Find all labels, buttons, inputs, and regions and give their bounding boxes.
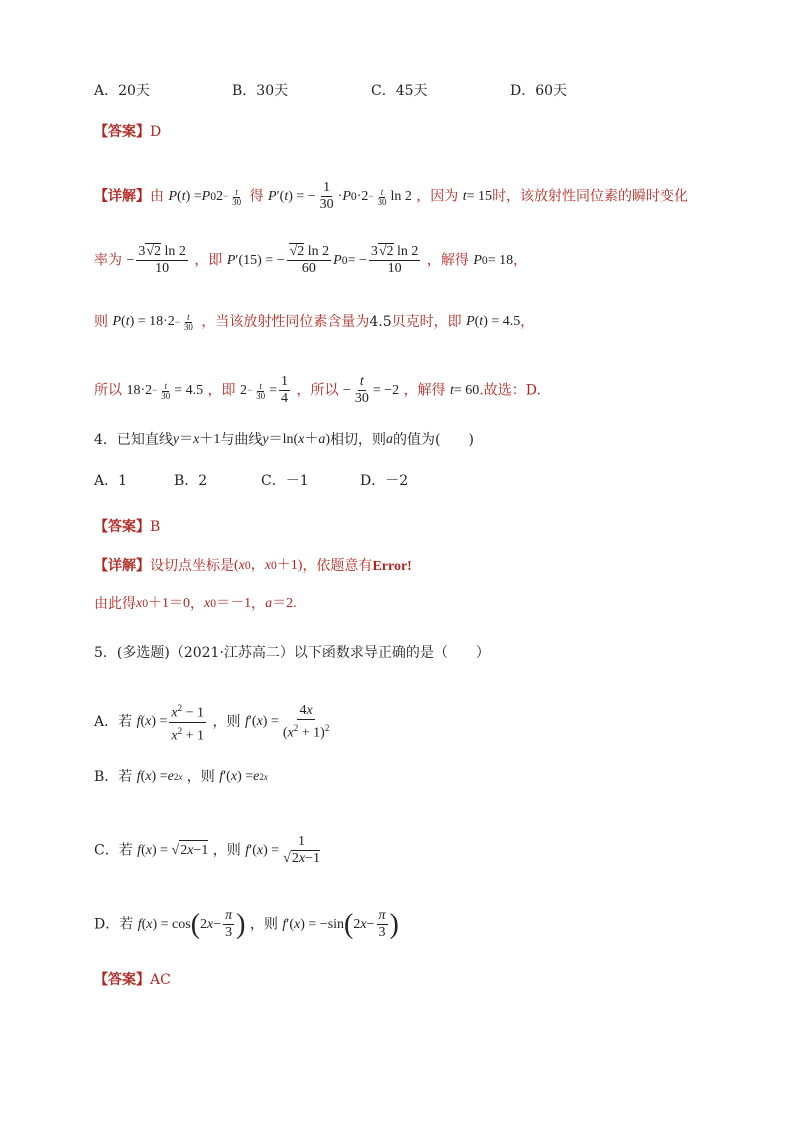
q4-detail-line-2: 由此得 x 0 ＋1＝0， x 0 ＝－1， a ＝2. xyxy=(94,596,297,612)
formula-p-t-45: P ( t ) = 4.5 xyxy=(466,314,521,330)
q5-option-d: D．若 f ( x ) = cos ( 2 x − $\frac{\pi}{3}$ ) ，则 f ′( x ) = −sin ( 2 x − $\frac{\pi}{3}$ ) xyxy=(94,908,399,940)
q3-option-b: B．30天 xyxy=(232,83,289,99)
q4-option-c: C．－1 xyxy=(261,473,309,489)
formula-p-of-t: P ( t ) = P 0 2 − $\frac{t}{30}$ xyxy=(168,186,242,207)
q3-answer: 【答案】D xyxy=(94,124,162,140)
q5-answer: 【答案】AC xyxy=(94,972,171,988)
var-a: a xyxy=(386,432,394,447)
formula-c-f: f ( x ) = √ 2x−1 xyxy=(137,840,208,861)
formula-eq-quarter: 2 − $\frac{t}{30}$ = $\frac{1}{4}$ xyxy=(240,374,288,406)
formula-line-y: y ＝ x ＋1 xyxy=(172,432,221,447)
formula-p0-18: P 0 = 18 xyxy=(473,252,514,268)
q4-detail-line-1: 【详解】设切点坐标是( x 0 ， x 0 ＋1)，依题意有Error! xyxy=(94,558,412,574)
q4-option-d: D．－2 xyxy=(360,473,409,489)
formula-c-fprime: f ′( x ) = $\frac{1}{√2x-1}$ xyxy=(245,834,320,866)
formula-b-f: f ( x ) = e 2x xyxy=(136,769,183,784)
q3-detail-line-2: 率为 − $\frac{3√2 \ln 2}{10}$ ，即 P ′(15) = − $\frac{√2 \ln 2}{60}$ P 0 = − $\frac{3√2 \ln 2}{10}$ ，解得 P 0 = 18， xyxy=(94,244,528,276)
formula-x0-plus1: x 0 ＋1＝0 xyxy=(136,596,191,611)
q5-option-b: B．若 f ( x ) = e 2x ，则 f ′( x ) = e 2x xyxy=(94,769,268,785)
formula-a-2: a ＝2. xyxy=(265,596,297,611)
formula-x0-minus1: x 0 ＝－1 xyxy=(204,596,252,611)
q4-stem: 4．已知直线 y ＝ x ＋1与曲线 y ＝ln( x ＋ a )相切，则a的值为( ) xyxy=(94,432,474,448)
formula-p-t-18: P ( t ) = 18·2 − $\frac{t}{30}$ xyxy=(112,312,193,333)
formula-a-f: f ( x ) = $\frac{x^2 - 1}{x^2 + 1}$ xyxy=(137,700,208,744)
formula-t-60: t = 60 xyxy=(450,382,480,398)
formula-d-fprime: f ′( x ) = −sin ( 2 x − $\frac{\pi}{3}$ ) xyxy=(282,908,399,940)
q5-option-a: A．若 f ( x ) = $\frac{x^2 - 1}{x^2 + 1}$ ，则 f ′( x ) = $\frac{4x}{(x^2 + 1)^2}$ xyxy=(94,700,333,744)
q3-detail-line-3: 则 P ( t ) = 18·2 − $\frac{t}{30}$ ，当该放射性同位素含量为4.5贝克时，即 P ( t ) = 4.5， xyxy=(94,312,535,333)
formula-p-prime-15: P ′(15) = − $\frac{√2 \ln 2}{60}$ P 0 = − $\frac{3√2 \ln 2}{10}$ xyxy=(226,244,419,276)
formula-tangent-point: ( x 0 ， x 0 ＋1) xyxy=(234,558,303,573)
formula-d-f: f ( x ) = cos ( 2 x − $\frac{\pi}{3}$ ) xyxy=(137,908,246,940)
q4-option-b: B．2 xyxy=(174,473,208,489)
q5-option-c: C．若 f ( x ) = √ 2x−1 ，则 f ′( x ) = $\frac{1}{√2x-1}$ xyxy=(94,834,324,867)
q4-answer: 【答案】B xyxy=(94,519,161,535)
q4-option-a: A．1 xyxy=(94,473,128,489)
q3-detail-line-1: 【详解】由 P ( t ) = P 0 2 − $\frac{t}{30}$ 得 P ′( t ) = − $\frac{1}{30}$ · P 0 ·2 − $\frac{t}{30}$ ln 2 ，因为 t = 15时，该放射性同位素的瞬时变化 xyxy=(94,180,689,212)
q3-detail-line-4: 所以 18·2 − $\frac{t}{30}$ = 4.5 ，即 2 − $\frac{t}{30}$ = $\frac{1}{4}$ ，所以 − $\frac{t}{30}$ = −2 ，解得 t = 60.故选：D. xyxy=(94,374,541,406)
formula-rate: − $\frac{3√2 \ln 2}{10}$ xyxy=(126,244,186,276)
q3-option-c: C．45天 xyxy=(371,83,428,99)
formula-eq-minus2: − $\frac{t}{30}$ = −2 xyxy=(342,374,400,406)
formula-p-prime-of-t: P ′( t ) = − $\frac{1}{30}$ · P 0 ·2 − $\frac{t}{30}$ ln 2 xyxy=(268,180,412,212)
formula-eq-45: 18·2 − $\frac{t}{30}$ = 4.5 xyxy=(126,380,204,401)
formula-a-fprime: f ′( x ) = $\frac{4x}{(x^2 + 1)^2}$ xyxy=(244,702,330,741)
formula-b-fprime: f ′( x ) = e 2x xyxy=(219,769,268,784)
formula-t-15: t = 15 xyxy=(462,188,493,204)
formula-curve-y: y ＝ln( x ＋ a ) xyxy=(262,432,331,447)
q3-option-a: A．20天 xyxy=(94,83,150,99)
q3-option-d: D．60天 xyxy=(510,83,568,99)
q5-stem: 5．(多选题)（2021·江苏高二）以下函数求导正确的是（ ） xyxy=(94,645,490,661)
